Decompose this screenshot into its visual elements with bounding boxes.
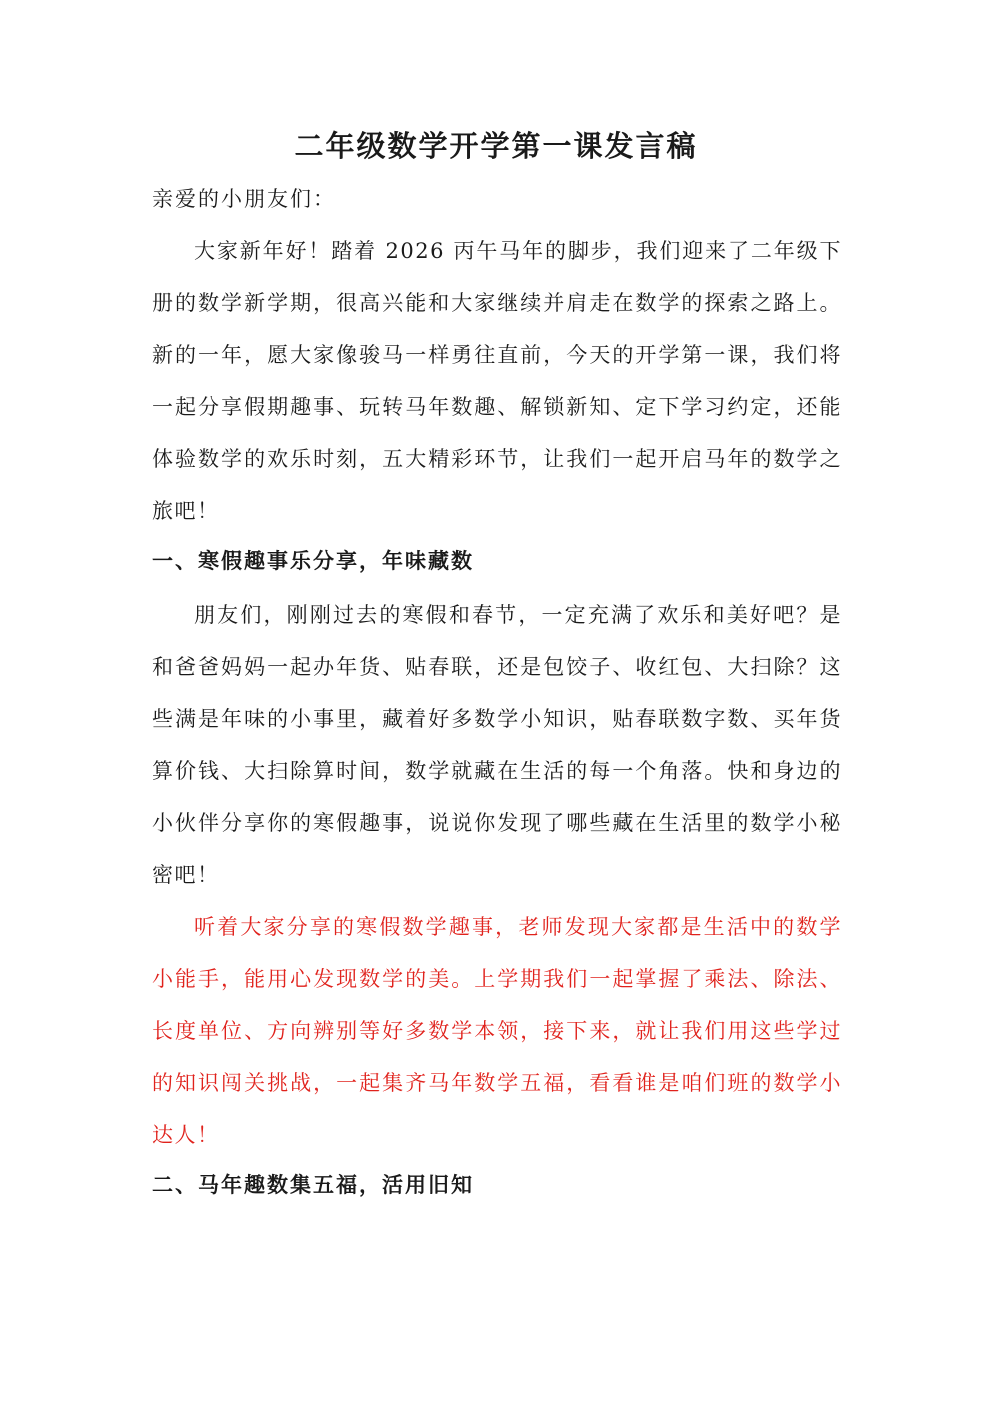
document-title: 二年级数学开学第一课发言稿: [294, 129, 698, 163]
section-1-paragraph-2-highlight: 听着大家分享的寒假数学趣事，老师发现大家都是生活中的数学小能手，能用心发现数学的美。上学期我们一起掌握了乘法、除法、长度单位、方向辨别等好多数学本领，接下来，就让我们用这些学过的知识闯关挑战，一起集齐马年数学五福，看看谁是咱们班的数学小达人！: [152, 915, 842, 1147]
section-1-heading: 一、寒假趣事乐分享，年味藏数: [152, 548, 474, 573]
greeting: 亲爱的小朋友们：: [152, 187, 336, 211]
intro-paragraph: 大家新年好！踏着 2026 丙午马年的脚步，我们迎来了二年级下册的数学新学期，很高兴能和大家继续并肩走在数学的探索之路上。新的一年，愿大家像骏马一样勇往直前，今天的开学第一课，我们将一起分享假期趣事、玩转马年数趣、解锁新知、定下学习约定，还能体验数学的欢乐时刻，五大精彩环节，让我们一起开启马年的数学之旅吧！: [152, 239, 842, 523]
section-2-heading: 二、马年趣数集五福，活用旧知: [152, 1172, 474, 1197]
section-1-paragraph-1: 朋友们，刚刚过去的寒假和春节，一定充满了欢乐和美好吧？是和爸爸妈妈一起办年货、贴春联，还是包饺子、收红包、大扫除？这些满是年味的小事里，藏着好多数学小知识，贴春联数字数、买年货算价钱、大扫除算时间，数学就藏在生活的每一个角落。快和身边的小伙伴分享你的寒假趣事，说说你发现了哪些藏在生活里的数学小秘密吧！: [152, 603, 842, 887]
